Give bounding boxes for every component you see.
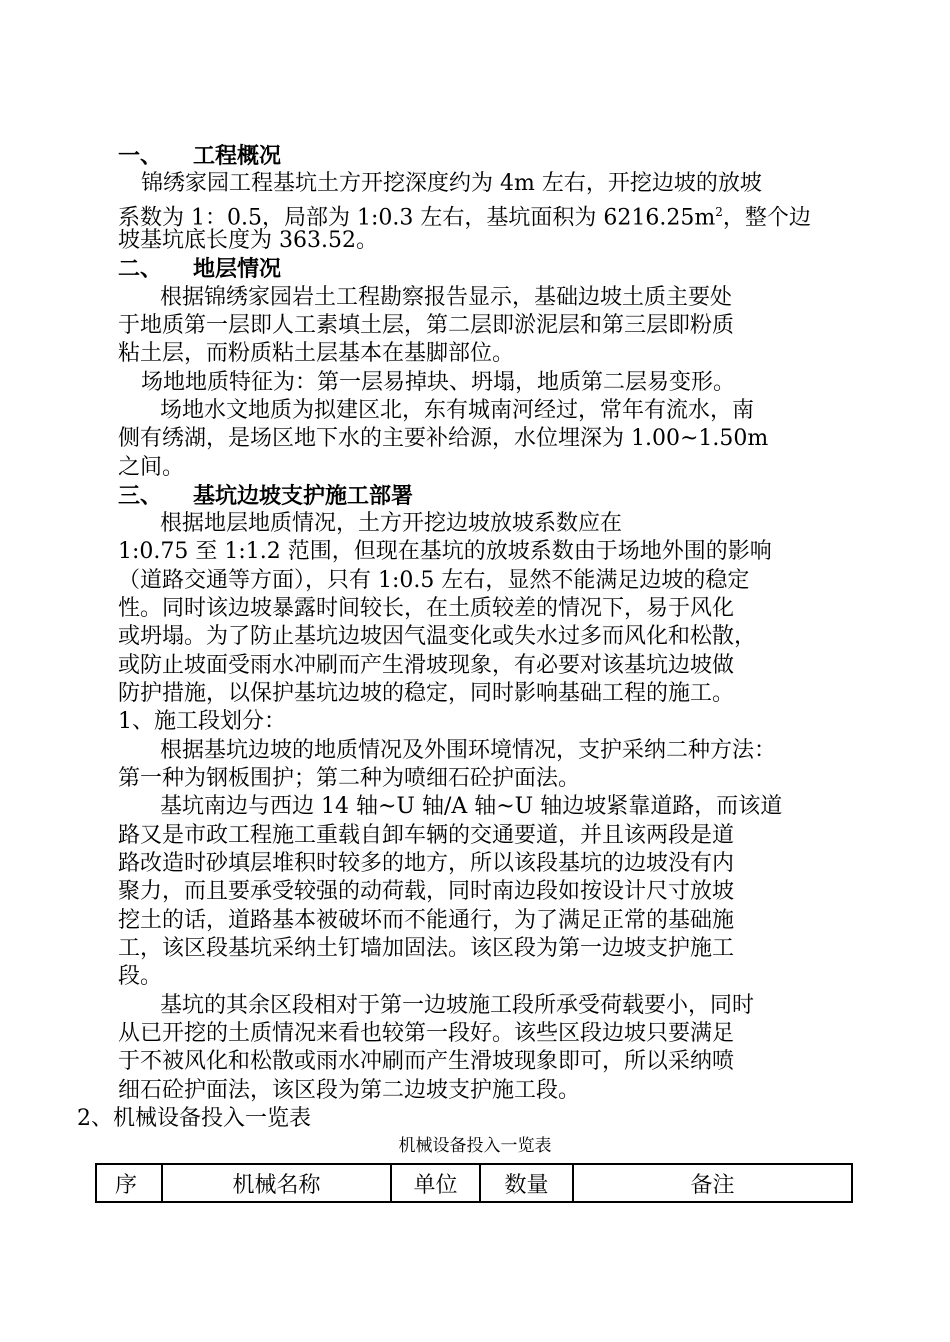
- paragraph-line: 第一种为钢板围护；第二种为喷细石砼护面法。: [118, 766, 581, 791]
- paragraph-line: 坡基坑底长度为 363.52。: [118, 228, 378, 253]
- section-number: 一、: [118, 143, 163, 169]
- text-fragment: ，整个边: [722, 205, 811, 231]
- paragraph-line: 或坍塌。为了防止基坑边坡因气温变化或失水过多而风化和松散，: [118, 624, 757, 649]
- paragraph-line: 侧有绣湖，是场区地下水的主要补给源，水位埋深为 1.00~1.50m: [118, 426, 769, 451]
- table-header-row: [96, 1164, 852, 1202]
- paragraph-line: 场地地质特征为：第一层易掉块、坍塌，地质第二层易变形。: [141, 370, 736, 395]
- paragraph-line: 挖土的话，道路基本被破坏而不能通行，为了满足正常的基础施: [118, 908, 735, 933]
- section-number: 二、: [118, 256, 163, 282]
- paragraph-line: 路改造时砂填层堆积时较多的地方，所以该段基坑的边坡没有内: [118, 851, 735, 876]
- header-cell-quantity: 数量: [480, 1164, 573, 1202]
- paragraph-line: 防护措施，以保护基坑边坡的稳定，同时影响基础工程的施工。: [118, 681, 735, 706]
- section-1-heading: [118, 141, 281, 171]
- paragraph-line: 根据基坑边坡的地质情况及外围环境情况，支护采纳二种方法：: [160, 738, 777, 763]
- section-title: 基坑边坡支护施工部署: [193, 483, 414, 509]
- paragraph-line: 于地质第一层即人工素填土层，第二层即淤泥层和第三层即粉质: [118, 313, 735, 338]
- subheading-equipment-list: 2、机械设备投入一览表: [77, 1106, 311, 1131]
- paragraph-line: 基坑南边与西边 14 轴~U 轴/A 轴~U 轴边坡紧靠道路，而该道: [160, 794, 783, 819]
- paragraph-line: 细石砼护面法，该区段为第二边坡支护施工段。: [118, 1078, 581, 1103]
- header-cell-index: 序: [96, 1164, 162, 1202]
- section-2-heading: [118, 254, 281, 284]
- paragraph-line: 工，该区段基坑采纳土钉墙加固法。该区段为第一边坡支护施工: [118, 936, 735, 961]
- paragraph-line: 于不被风化和松散或雨水冲刷而产生滑坡现象即可，所以采纳喷: [118, 1049, 735, 1074]
- paragraph-line: 根据地层地质情况，土方开挖边坡放坡系数应在: [160, 511, 623, 536]
- paragraph-line: 路又是市政工程施工重载自卸车辆的交通要道，并且该两段是道: [118, 823, 735, 848]
- paragraph-line: 根据锦绣家园岩土工程勘察报告显示，基础边坡土质主要处: [160, 285, 733, 310]
- paragraph-line: 从已开挖的土质情况来看也较第一段好。该些区段边坡只要满足: [118, 1021, 735, 1046]
- paragraph-line: （道路交通等方面），只有 1:0.5 左右，显然不能满足边坡的稳定: [118, 568, 750, 593]
- table-caption: 机械设备投入一览表: [398, 1136, 552, 1156]
- section-title: 工程概况: [193, 143, 282, 169]
- paragraph-line: 锦绣家园工程基坑土方开挖深度约为 4m 左右，开挖边坡的放坡: [141, 171, 762, 196]
- header-cell-unit: 单位: [391, 1164, 480, 1202]
- header-cell-machine-name: 机械名称: [162, 1164, 391, 1202]
- paragraph-line: 1:0.75 至 1:1.2 范围，但现在基坑的放坡系数由于场地外围的影响: [118, 539, 772, 564]
- paragraph-line: 之间。: [118, 455, 185, 480]
- paragraph-line: 段。: [118, 964, 163, 989]
- paragraph-line: 性。同时该边坡暴露时间较长，在土质较差的情况下，易于风化: [118, 596, 735, 621]
- section-number: 三、: [118, 483, 163, 509]
- section-title: 地层情况: [193, 256, 282, 282]
- text-fragment: 系数为 1：0.5，局部为 1:0.3 左右，基坑面积为 6216.25m: [118, 205, 716, 231]
- equipment-table: [95, 1163, 853, 1203]
- header-cell-remarks: 备注: [573, 1164, 852, 1202]
- section-3-heading: [118, 481, 413, 511]
- paragraph-line: 或防止坡面受雨水冲刷而产生滑坡现象，有必要对该基坑边坡做: [118, 653, 735, 678]
- paragraph-line: 场地水文地质为拟建区北，东有城南河经过，常年有流水，南: [160, 398, 755, 423]
- paragraph-line: 粘土层，而粉质粘土层基本在基脚部位。: [118, 341, 515, 366]
- subheading-construction-sections: 1、施工段划分：: [118, 709, 286, 734]
- superscript: 2: [715, 205, 723, 219]
- paragraph-line: 基坑的其余区段相对于第一边坡施工段所承受荷载要小，同时: [160, 993, 755, 1018]
- paragraph-line: 聚力，而且要承受较强的动荷载，同时南边段如按设计尺寸放坡: [118, 879, 735, 904]
